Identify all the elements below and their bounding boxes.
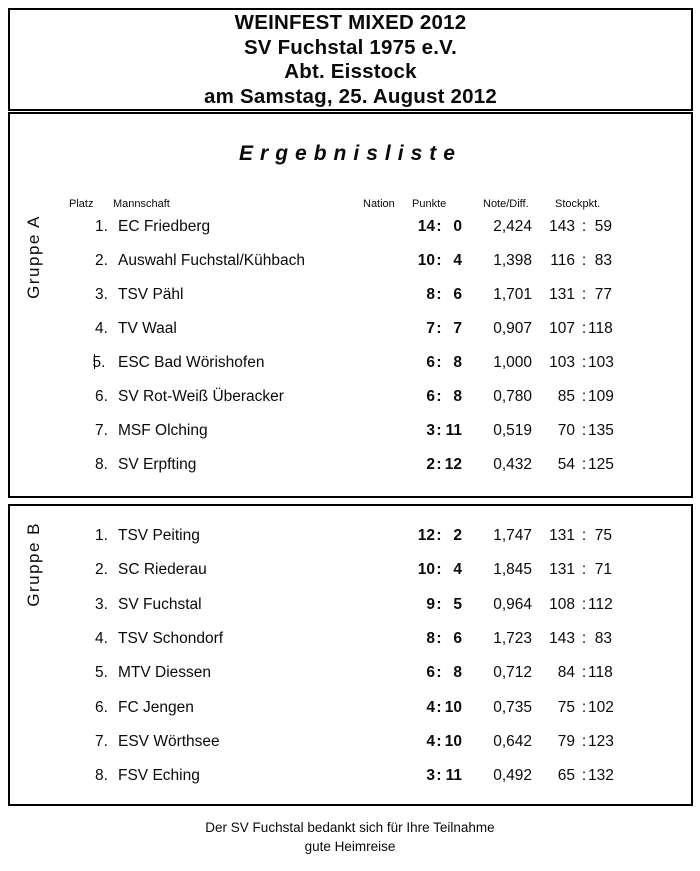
rank-number: 2.: [95, 252, 108, 269]
stock-against-cell: 118: [588, 320, 613, 337]
points-against-cell: 8: [453, 354, 462, 371]
stock-against-cell: 118: [588, 664, 613, 682]
table-row: [10, 766, 691, 786]
rank-number: 8.: [95, 767, 108, 785]
note-diff-cell: 0,712: [493, 664, 532, 682]
stock-colon: :: [581, 732, 587, 750]
table-row: [10, 629, 691, 649]
rank-cell: [61, 353, 106, 373]
rank-number: 1.: [95, 527, 108, 544]
note-diff-cell: 0,780: [493, 388, 532, 405]
points-against-cell: 8: [453, 388, 462, 405]
points-colon: :: [436, 388, 442, 405]
points-colon: :: [436, 320, 442, 337]
points-for-cell: 7: [426, 320, 435, 337]
stock-colon: :: [581, 456, 587, 473]
stock-against-cell: 132: [588, 767, 614, 785]
note-diff-cell: 0,519: [493, 422, 532, 439]
rank-number: 5.: [92, 354, 106, 371]
stock-for-cell: 54: [557, 456, 575, 473]
note-diff-cell: 0,432: [493, 456, 532, 473]
points-colon: :: [436, 595, 442, 613]
column-header-mannschaft: Mannschaft: [113, 198, 170, 210]
points-against-cell: 8: [453, 664, 462, 682]
stock-colon: :: [581, 595, 587, 613]
points-against-cell: 6: [453, 629, 462, 647]
stock-for-cell: 143: [549, 629, 575, 647]
table-row: [10, 217, 691, 237]
stock-against-cell: 77: [594, 286, 612, 303]
points-for-cell: 12: [417, 527, 435, 544]
stock-colon: :: [581, 252, 587, 269]
stock-for-cell: 116: [550, 252, 575, 269]
table-row: [10, 353, 691, 373]
column-header-note-diff: Note/Diff.: [483, 198, 529, 210]
table-row: [10, 698, 691, 718]
points-against-cell: 4: [453, 561, 462, 579]
rank-number: 8.: [95, 456, 108, 473]
points-for-cell: 4: [426, 698, 435, 716]
team-name-cell: TSV Peiting: [118, 527, 200, 544]
points-for-cell: 6: [426, 354, 435, 371]
stock-colon: :: [581, 527, 587, 544]
points-for-cell: 14: [417, 218, 435, 235]
points-colon: :: [436, 218, 442, 235]
stock-for-cell: 79: [557, 732, 575, 750]
points-against-cell: 11: [445, 767, 462, 785]
team-name-cell: TSV Schondorf: [118, 629, 224, 647]
tournament-header-box: [8, 8, 693, 111]
points-colon: :: [436, 456, 442, 473]
stock-colon: :: [581, 286, 587, 303]
rank-number: 4.: [95, 320, 108, 337]
table-row: [10, 285, 691, 305]
team-name-cell: SV Fuchstal: [118, 595, 202, 613]
table-row: [10, 319, 691, 339]
rank-number: 6.: [95, 698, 108, 716]
points-for-cell: 10: [417, 561, 435, 579]
team-name-cell: ESC Bad Wörishofen: [118, 354, 265, 371]
stock-against-cell: 125: [588, 456, 614, 473]
team-name-cell: ESV Wörthsee: [118, 732, 220, 750]
event-title: WEINFEST MIXED 2012: [234, 11, 467, 34]
points-colon: :: [436, 629, 442, 647]
team-name-cell: SV Erpfting: [118, 456, 197, 473]
team-name-cell: EC Friedberg: [118, 218, 211, 235]
stock-for-cell: 70: [557, 422, 575, 439]
points-colon: :: [436, 252, 442, 269]
stock-for-cell: 85: [557, 388, 575, 405]
points-for-cell: 8: [426, 629, 435, 647]
points-for-cell: 10: [417, 252, 435, 269]
stock-for-cell: 143: [549, 218, 575, 235]
stock-colon: :: [581, 388, 587, 405]
stock-against-cell: 103: [588, 354, 614, 371]
rank-number: 7.: [95, 732, 108, 750]
points-for-cell: 8: [426, 286, 435, 303]
team-name-cell: FSV Eching: [118, 767, 200, 785]
stock-colon: :: [581, 767, 587, 785]
stock-against-cell: 109: [588, 388, 614, 405]
table-row: [10, 251, 691, 271]
stock-colon: :: [581, 698, 587, 716]
stock-for-cell: 131: [549, 527, 575, 544]
points-against-cell: 7: [453, 320, 462, 337]
stock-for-cell: 75: [557, 698, 575, 716]
points-against-cell: 4: [453, 252, 462, 269]
rank-number: 3.: [95, 595, 108, 613]
team-name-cell: TSV Pähl: [118, 286, 184, 303]
note-diff-cell: 2,424: [493, 218, 532, 235]
table-row: [10, 526, 691, 546]
points-against-cell: 12: [444, 456, 462, 473]
rank-number: 2.: [95, 561, 108, 579]
points-colon: :: [436, 732, 442, 750]
points-colon: :: [436, 767, 442, 785]
points-colon: :: [436, 664, 442, 682]
stock-for-cell: 108: [549, 595, 575, 613]
column-header-stockpkt: Stockpkt.: [555, 198, 601, 210]
stock-for-cell: 103: [549, 354, 575, 371]
points-for-cell: 3: [426, 767, 435, 785]
points-colon: :: [436, 527, 442, 544]
points-colon: :: [436, 422, 442, 439]
table-row: [10, 595, 691, 615]
points-colon: :: [436, 698, 442, 716]
stock-colon: :: [581, 422, 587, 439]
stock-for-cell: 131: [549, 561, 575, 579]
stock-for-cell: 65: [557, 767, 575, 785]
rank-number: 6.: [95, 388, 108, 405]
stock-for-cell: 107: [549, 320, 575, 337]
team-name-cell: MTV Diessen: [118, 664, 212, 682]
team-name-cell: MSF Olching: [118, 422, 208, 439]
points-for-cell: 6: [426, 664, 435, 682]
points-for-cell: 4: [426, 732, 435, 750]
team-name-cell: SC Riederau: [118, 561, 207, 579]
points-for-cell: 9: [426, 595, 435, 613]
table-row: [10, 732, 691, 752]
note-diff-cell: 1,000: [493, 354, 532, 371]
stock-against-cell: 123: [588, 732, 614, 750]
footer-line-thanks: Der SV Fuchstal bedankt sich für Ihre Teilnahme: [205, 820, 495, 835]
points-against-cell: 0: [453, 218, 462, 235]
stock-for-cell: 84: [557, 664, 575, 682]
column-header-platz: Platz: [69, 198, 94, 210]
rank-number: 4.: [95, 629, 108, 647]
points-against-cell: 5: [453, 595, 462, 613]
club-name: SV Fuchstal 1975 e.V.: [243, 35, 458, 59]
note-diff-cell: 0,964: [493, 595, 532, 613]
team-name-cell: TV Waal: [118, 320, 177, 337]
note-diff-cell: 0,642: [493, 732, 532, 750]
footer-note: [0, 818, 700, 856]
note-diff-cell: 1,723: [493, 629, 532, 647]
stock-colon: :: [581, 354, 587, 371]
table-row: [10, 387, 691, 407]
points-colon: :: [436, 286, 442, 303]
stock-against-cell: 71: [594, 561, 612, 579]
group-b-section: [8, 504, 693, 806]
rank-number: 5.: [95, 664, 108, 682]
group-a-section: [8, 112, 693, 498]
team-name-cell: SV Rot-Weiß Überacker: [118, 388, 284, 405]
rank-number: 1.: [95, 218, 108, 235]
table-row: [10, 455, 691, 475]
stock-colon: :: [581, 218, 587, 235]
stock-colon: :: [581, 320, 587, 337]
points-for-cell: 3: [426, 422, 435, 439]
points-against-cell: 10: [444, 732, 462, 750]
stock-colon: :: [581, 561, 587, 579]
column-header-punkte: Punkte: [412, 198, 447, 210]
points-against-cell: 11: [445, 422, 462, 439]
rank-number: 3.: [95, 286, 108, 303]
stock-colon: :: [581, 629, 587, 647]
stock-against-cell: 75: [594, 527, 612, 544]
note-diff-cell: 1,747: [493, 527, 532, 544]
table-row: [10, 663, 691, 683]
note-diff-cell: 1,398: [493, 252, 532, 269]
points-colon: :: [436, 561, 442, 579]
stock-against-cell: 83: [594, 252, 612, 269]
stock-colon: :: [581, 664, 587, 682]
list-title: Ergebnisliste: [239, 142, 462, 165]
group-a-label: Gruppe A: [24, 215, 43, 299]
points-against-cell: 2: [453, 527, 462, 544]
stock-against-cell: 83: [594, 629, 612, 647]
group-b-label: Gruppe B: [24, 522, 43, 607]
note-diff-cell: 1,845: [493, 561, 532, 579]
stock-for-cell: 131: [549, 286, 575, 303]
points-for-cell: 6: [426, 388, 435, 405]
points-against-cell: 6: [453, 286, 462, 303]
stock-against-cell: 135: [588, 422, 614, 439]
team-name-cell: FC Jengen: [118, 698, 194, 716]
rank-number: 7.: [95, 422, 108, 439]
event-date: am Samstag, 25. August 2012: [204, 84, 497, 108]
table-row: [10, 560, 691, 580]
table-row: [10, 421, 691, 441]
points-against-cell: 10: [444, 698, 462, 716]
note-diff-cell: 0,735: [493, 698, 532, 716]
points-colon: :: [436, 354, 442, 371]
points-for-cell: 2: [426, 456, 435, 473]
stock-against-cell: 102: [588, 698, 614, 716]
note-diff-cell: 0,492: [493, 767, 532, 785]
stock-against-cell: 112: [588, 595, 613, 613]
department-name: Abt. Eisstock: [284, 60, 417, 84]
team-name-cell: Auswahl Fuchstal/Kühbach: [118, 252, 305, 269]
note-diff-cell: 0,907: [493, 320, 532, 337]
footer-line-farewell: gute Heimreise: [304, 839, 396, 854]
note-diff-cell: 1,701: [493, 286, 532, 303]
column-header-nation: Nation: [363, 198, 395, 210]
stock-against-cell: 59: [594, 218, 612, 235]
